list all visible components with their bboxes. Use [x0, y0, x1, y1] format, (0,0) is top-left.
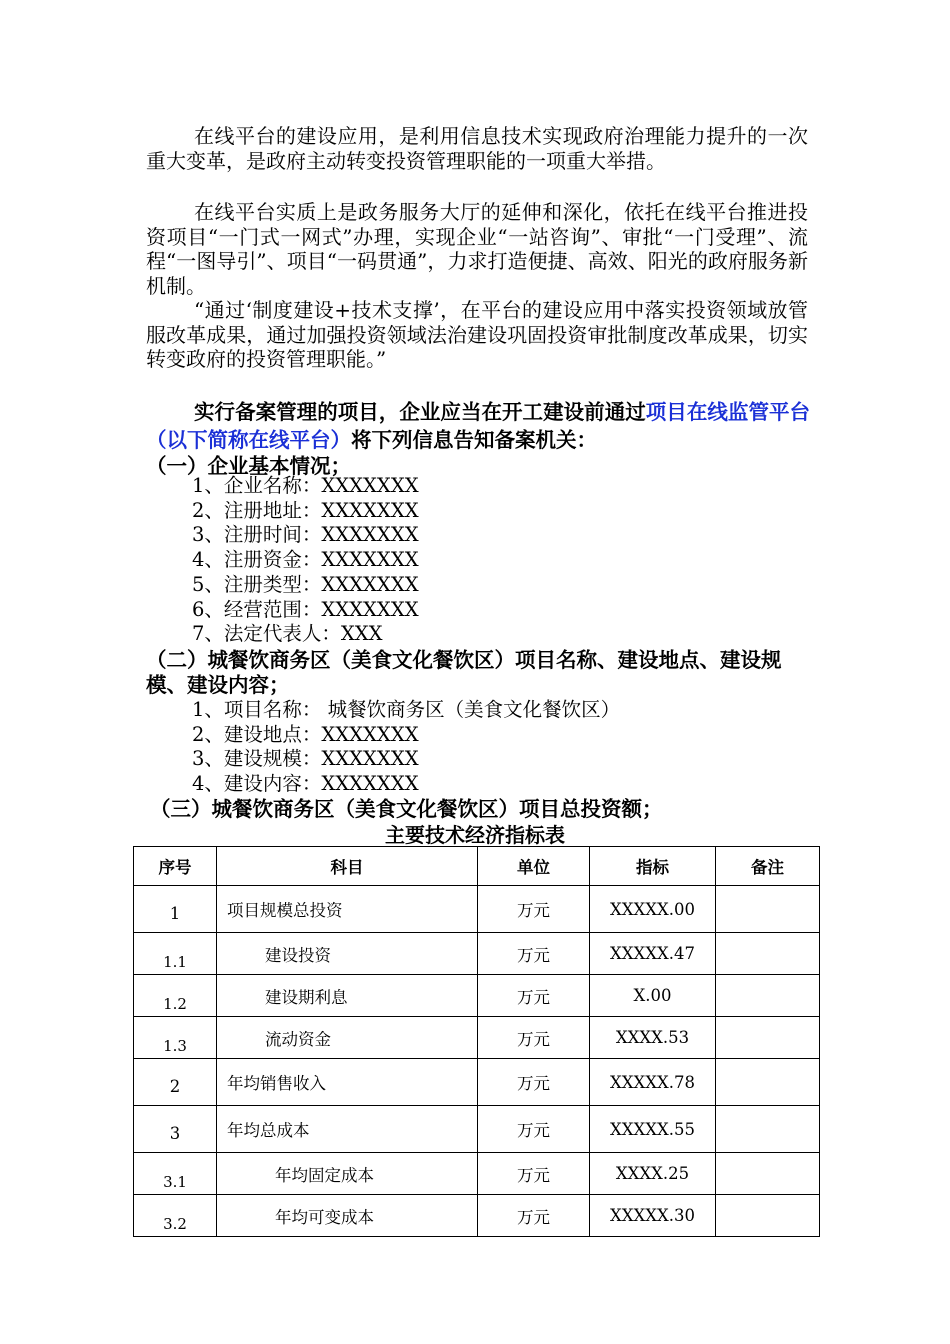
row-value: XXXX.53	[590, 1017, 716, 1059]
row-no: 1.2	[134, 975, 217, 1017]
row-note	[716, 1106, 820, 1153]
row-unit: 万元	[478, 1153, 590, 1195]
table-header-row	[134, 847, 820, 886]
list-item: 2、注册地址：XXXXXXX	[192, 498, 419, 522]
row-unit: 万元	[478, 933, 590, 975]
table-row	[134, 1106, 820, 1153]
lead-text-after: 将下列信息告知备案机关：	[351, 428, 597, 452]
row-note	[716, 886, 820, 933]
row-subject: 年均总成本	[217, 1106, 478, 1153]
section-1-heading: （一）企业基本情况；	[146, 454, 351, 478]
table-row	[134, 1153, 820, 1195]
row-note	[716, 975, 820, 1017]
lead-text-before: 实行备案管理的项目，企业应当在开工建设前通过	[194, 400, 646, 424]
table-row	[134, 975, 820, 1017]
row-value: XXXXX.00	[590, 886, 716, 933]
row-no: 2	[134, 1059, 217, 1106]
company-info-list	[192, 474, 419, 647]
list-item: 5、注册类型：XXXXXXX	[192, 572, 419, 596]
row-value: XXXXX.30	[590, 1195, 716, 1237]
row-unit: 万元	[478, 1017, 590, 1059]
row-value: XXXXX.78	[590, 1059, 716, 1106]
column-header-no: 序号	[134, 847, 217, 886]
list-item: 1、项目名称： 城餐饮商务区（美食文化餐饮区）	[192, 698, 621, 721]
table-row	[134, 1059, 820, 1106]
list-item: 4、建设内容：XXXXXXX	[192, 772, 419, 796]
row-no: 3.1	[134, 1153, 217, 1195]
section-3-heading: （三）城餐饮商务区（美食文化餐饮区）项目总投资额；	[150, 797, 663, 821]
list-item: 2、建设地点：XXXXXXX	[192, 722, 419, 746]
row-unit: 万元	[478, 1195, 590, 1237]
row-value: XXXXX.55	[590, 1106, 716, 1153]
table-row	[134, 1017, 820, 1059]
column-header-note: 备注	[716, 847, 820, 886]
row-note	[716, 1059, 820, 1106]
row-unit: 万元	[478, 1106, 590, 1153]
row-note	[716, 1195, 820, 1237]
row-subject: 项目规模总投资	[217, 886, 478, 933]
indicator-table	[133, 846, 820, 1237]
row-no: 3	[134, 1106, 217, 1153]
row-unit: 万元	[478, 1059, 590, 1106]
row-subject: 建设期利息	[217, 975, 478, 1017]
row-subject: 年均固定成本	[217, 1153, 478, 1195]
row-value: X.00	[590, 975, 716, 1017]
row-unit: 万元	[478, 886, 590, 933]
row-value: XXXXX.47	[590, 933, 716, 975]
section-2-heading: （二）城餐饮商务区（美食文化餐饮区）项目名称、建设地点、建设规模、建设内容；	[146, 648, 782, 697]
list-item: 1、企业名称：XXXXXXX	[192, 474, 419, 497]
table-title: 主要技术经济指标表	[385, 823, 565, 847]
row-no: 1	[134, 886, 217, 933]
row-no: 3.2	[134, 1195, 217, 1237]
list-item: 7、法定代表人：XXX	[192, 622, 383, 646]
row-subject: 年均可变成本	[217, 1195, 478, 1237]
lead-paragraph	[146, 398, 810, 454]
list-item: 6、经营范围：XXXXXXX	[192, 597, 419, 621]
intro-paragraph-3: “通过‘制度建设+技术支撑’，在平台的建设应用中落实投资领域放管服改革成果，通过加强投资领域法治建设巩固投资审批制度改革成果，切实转变政府的投资管理职能。”	[146, 298, 808, 371]
row-note	[716, 1017, 820, 1059]
row-note	[716, 1153, 820, 1195]
intro-paragraph-2: 在线平台实质上是政务服务大厅的延伸和深化，依托在线平台推进投资项目“一门式一网式”办理，实现企业“一站咨询”、审批“一门受理”、流程“一图导引”、项目“一码贯通”，力求打造便捷、高效、阳光的政府服务新机制。	[146, 200, 808, 298]
list-item: 3、注册时间：XXXXXXX	[192, 523, 419, 547]
list-item: 4、注册资金：XXXXXXX	[192, 548, 419, 572]
row-subject: 流动资金	[217, 1017, 478, 1059]
table-row	[134, 886, 820, 933]
intro-paragraph-1: 在线平台的建设应用，是利用信息技术实现政府治理能力提升的一次重大变革，是政府主动转变投资管理职能的一项重大举措。	[146, 124, 808, 173]
row-no: 1.3	[134, 1017, 217, 1059]
row-unit: 万元	[478, 975, 590, 1017]
row-no: 1.1	[134, 933, 217, 975]
platform-link[interactable]: 项目在线监管平台（以下简称在线平台）	[146, 400, 811, 452]
row-subject: 建设投资	[217, 933, 478, 975]
project-info-list	[192, 698, 620, 797]
row-note	[716, 933, 820, 975]
column-header-value: 指标	[590, 847, 716, 886]
list-item: 3、建设规模：XXXXXXX	[192, 747, 419, 771]
column-header-subject: 科目	[217, 847, 478, 886]
table-row	[134, 933, 820, 975]
table-row	[134, 1195, 820, 1237]
row-subject: 年均销售收入	[217, 1059, 478, 1106]
column-header-unit: 单位	[478, 847, 590, 886]
row-value: XXXX.25	[590, 1153, 716, 1195]
